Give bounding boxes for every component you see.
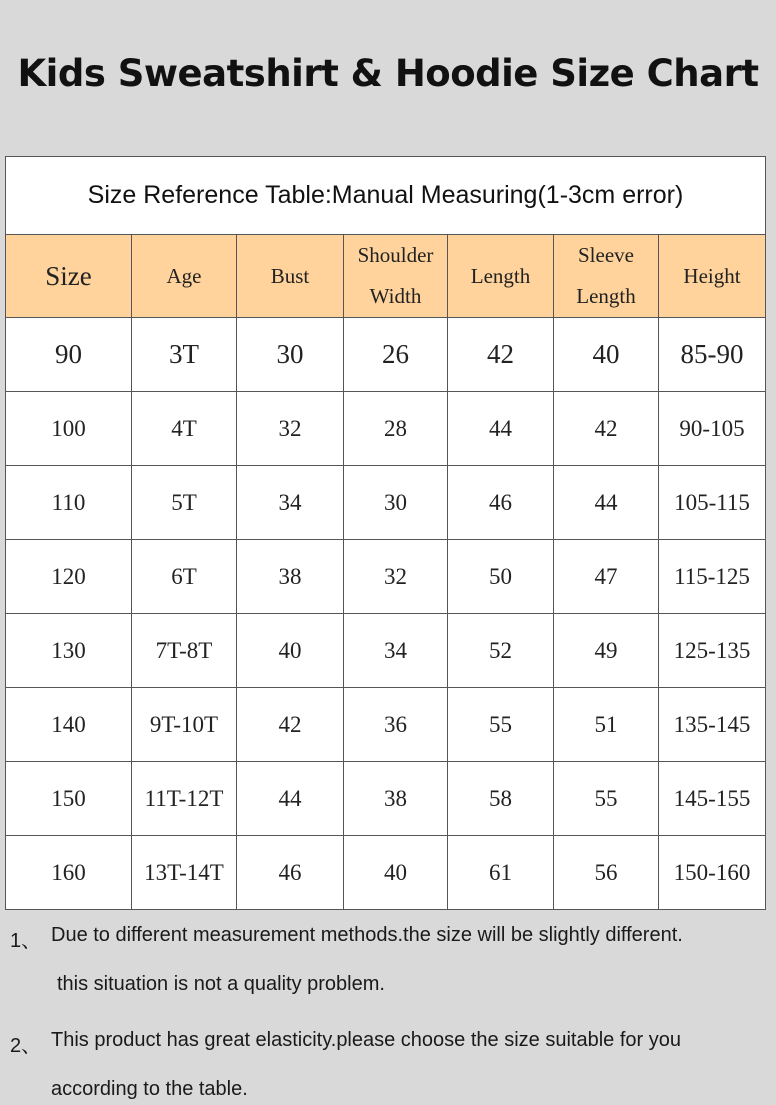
- cell-height: 105-115: [659, 466, 766, 540]
- cell-length: 42: [448, 318, 554, 392]
- cell-size: 110: [6, 466, 132, 540]
- cell-shoulder: 26: [344, 318, 448, 392]
- header-size: Size: [6, 235, 132, 318]
- cell-age: 6T: [132, 540, 237, 614]
- note-text: This product has great elasticity.please choose the size suitable for you: [51, 1029, 681, 1051]
- cell-bust: 40: [237, 614, 344, 688]
- table-row: [6, 540, 766, 614]
- cell-age: 5T: [132, 466, 237, 540]
- cell-age: 9T-10T: [132, 688, 237, 762]
- note-marker: 2、: [10, 1035, 42, 1057]
- cell-height: 125-135: [659, 614, 766, 688]
- note-marker: 1、: [10, 930, 42, 952]
- cell-length: 44: [448, 392, 554, 466]
- title-band: [0, 0, 776, 150]
- table-row: [6, 318, 766, 392]
- cell-shoulder: 34: [344, 614, 448, 688]
- cell-sleeve: 56: [554, 836, 659, 910]
- cell-length: 52: [448, 614, 554, 688]
- header-height: Height: [659, 235, 766, 318]
- cell-shoulder: 30: [344, 466, 448, 540]
- table-row: [6, 762, 766, 836]
- cell-length: 58: [448, 762, 554, 836]
- cell-bust: 46: [237, 836, 344, 910]
- cell-sleeve: 40: [554, 318, 659, 392]
- cell-shoulder: 32: [344, 540, 448, 614]
- cell-height: 135-145: [659, 688, 766, 762]
- cell-shoulder: 36: [344, 688, 448, 762]
- cell-length: 50: [448, 540, 554, 614]
- header-sleeve-line2: Length: [576, 284, 636, 308]
- cell-size: 150: [6, 762, 132, 836]
- cell-bust: 32: [237, 392, 344, 466]
- cell-sleeve: 55: [554, 762, 659, 836]
- cell-bust: 44: [237, 762, 344, 836]
- table-row: [6, 836, 766, 910]
- cell-height: 145-155: [659, 762, 766, 836]
- cell-bust: 42: [237, 688, 344, 762]
- cell-size: 160: [6, 836, 132, 910]
- header-row: [6, 235, 766, 318]
- cell-sleeve: 49: [554, 614, 659, 688]
- cell-age: 4T: [132, 392, 237, 466]
- cell-size: 90: [6, 318, 132, 392]
- table-row: [6, 614, 766, 688]
- cell-length: 46: [448, 466, 554, 540]
- cell-age: 13T-14T: [132, 836, 237, 910]
- header-age: Age: [132, 235, 237, 318]
- cell-age: 11T-12T: [132, 762, 237, 836]
- cell-shoulder: 38: [344, 762, 448, 836]
- cell-sleeve: 42: [554, 392, 659, 466]
- cell-height: 115-125: [659, 540, 766, 614]
- header-shoulder-width: [344, 235, 448, 318]
- table-row: [6, 688, 766, 762]
- cell-size: 100: [6, 392, 132, 466]
- cell-height: 85-90: [659, 318, 766, 392]
- cell-size: 120: [6, 540, 132, 614]
- table-row: [6, 466, 766, 540]
- cell-bust: 38: [237, 540, 344, 614]
- cell-sleeve: 47: [554, 540, 659, 614]
- cell-length: 55: [448, 688, 554, 762]
- cell-bust: 30: [237, 318, 344, 392]
- cell-shoulder: 28: [344, 392, 448, 466]
- cell-bust: 34: [237, 466, 344, 540]
- page-title: Kids Sweatshirt & Hoodie Size Chart: [17, 51, 759, 95]
- cell-sleeve: 44: [554, 466, 659, 540]
- cell-shoulder: 40: [344, 836, 448, 910]
- header-sleeve-line1: Sleeve: [578, 243, 634, 267]
- header-bust: Bust: [237, 235, 344, 318]
- cell-age: 7T-8T: [132, 614, 237, 688]
- header-shoulder-line2: Width: [369, 284, 422, 308]
- cell-length: 61: [448, 836, 554, 910]
- size-chart-table-wrap: [5, 156, 765, 910]
- cell-height: 90-105: [659, 392, 766, 466]
- header-sleeve-length: [554, 235, 659, 318]
- note-text: Due to different measurement methods.the size will be slightly different.: [51, 924, 683, 946]
- cell-size: 140: [6, 688, 132, 762]
- notes-section: [0, 910, 776, 1105]
- table-row: [6, 392, 766, 466]
- note-text: according to the table.: [51, 1078, 248, 1100]
- cell-height: 150-160: [659, 836, 766, 910]
- size-chart-table: [5, 156, 766, 910]
- cell-age: 3T: [132, 318, 237, 392]
- cell-size: 130: [6, 614, 132, 688]
- header-shoulder-line1: Shoulder: [357, 243, 434, 267]
- header-length: Length: [448, 235, 554, 318]
- table-subtitle: Size Reference Table:Manual Measuring(1-3cm error): [6, 157, 766, 235]
- cell-sleeve: 51: [554, 688, 659, 762]
- note-text: this situation is not a quality problem.: [57, 973, 385, 995]
